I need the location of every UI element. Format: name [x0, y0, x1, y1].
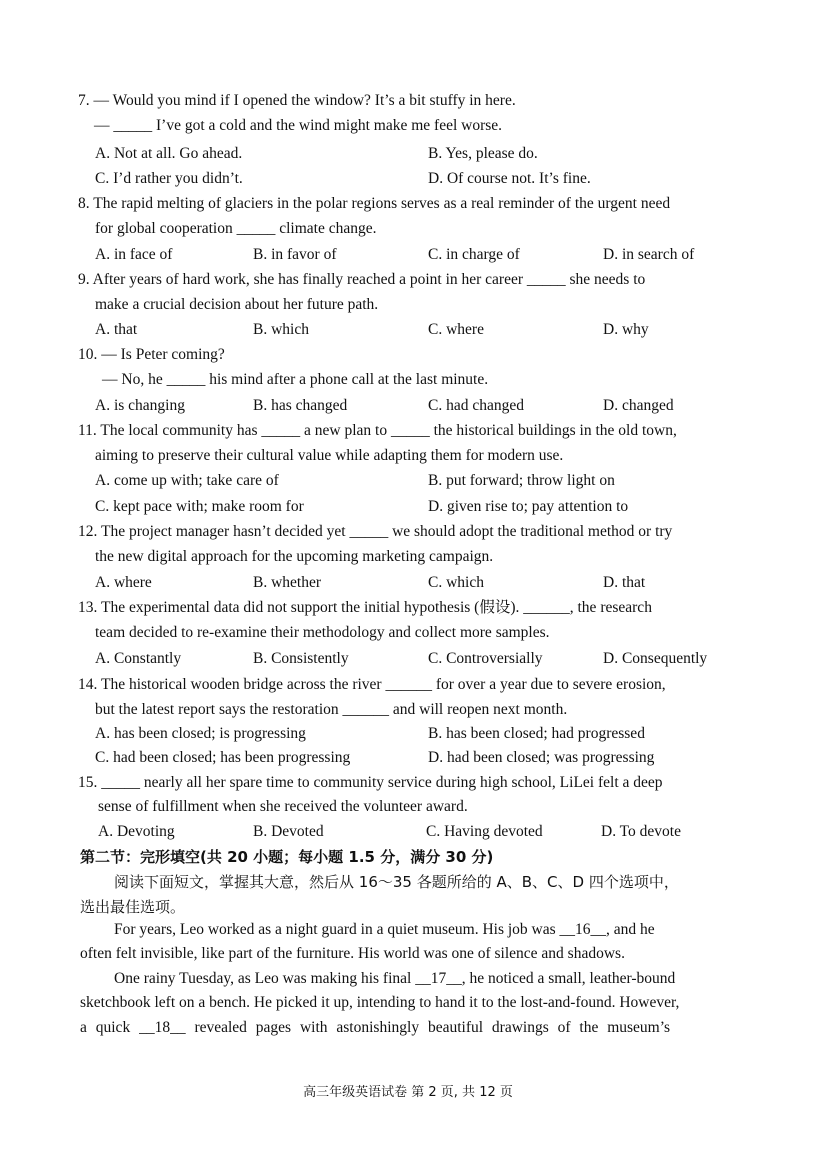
q9-option-a: A. that: [95, 321, 138, 338]
q12-stem-continued: the new digital approach for the upcoming marketing campaign.: [95, 548, 494, 565]
q10-option-c: C. had changed: [428, 397, 524, 414]
q8-stem: 8. The rapid melting of glaciers in the polar regions serves as a real reminder of the urgent need: [78, 195, 671, 212]
q14-stem-continued: but the latest report says the restoration ______ and will reopen next month.: [95, 701, 568, 718]
q8-option-c: C. in charge of: [428, 246, 520, 263]
q15-option-a: A. Devoting: [98, 823, 175, 840]
q11-stem: 11. The local community has _____ a new plan to _____ the historical buildings in the old town,: [78, 422, 677, 439]
q15-option-c: C. Having devoted: [426, 823, 543, 840]
q9-stem-continued: make a crucial decision about her future path.: [95, 296, 379, 313]
q12-option-a: A. where: [95, 574, 152, 591]
passage-line: sketchbook left on a bench. He picked it up, intending to hand it to the lost-and-found. However,: [80, 994, 680, 1011]
q8-option-a: A. in face of: [95, 246, 173, 263]
q7-option-d: D. Of course not. It’s fine.: [428, 170, 591, 187]
q15-option-b: B. Devoted: [253, 823, 324, 840]
q11-option-b: B. put forward; throw light on: [428, 472, 615, 489]
q13-option-d: D. Consequently: [603, 650, 708, 667]
passage-line: a quick __18__ revealed pages with astonishingly beautiful drawings of the museum’s: [80, 1019, 671, 1036]
q8-option-b: B. in favor of: [253, 246, 337, 263]
q7-stem-continued: — _____ I’ve got a cold and the wind might make me feel worse.: [94, 117, 503, 134]
q13-stem: 13. The experimental data did not support the initial hypothesis (假设). ______, the research: [78, 599, 652, 616]
q13-option-c: C. Controversially: [428, 650, 543, 667]
q14-option-c: C. had been closed; has been progressing: [95, 749, 351, 766]
q9-option-b: B. which: [253, 321, 309, 338]
passage-line: often felt invisible, like part of the furniture. His world was one of silence and shadows.: [80, 945, 625, 962]
q14-option-d: D. had been closed; was progressing: [428, 749, 655, 766]
q11-stem-continued: aiming to preserve their cultural value while adapting them for modern use.: [95, 447, 564, 464]
page-footer: 高三年级英语试卷 第 2 页, 共 12 页: [303, 1085, 513, 1100]
q10-stem: 10. — Is Peter coming?: [78, 346, 225, 363]
q7-stem: 7. — Would you mind if I opened the window? It’s a bit stuffy in here.: [78, 92, 516, 109]
q13-stem-continued: team decided to re-examine their methodology and collect more samples.: [95, 624, 550, 641]
q14-option-b: B. has been closed; had progressed: [428, 725, 645, 742]
q10-option-b: B. has changed: [253, 397, 348, 414]
q15-stem-continued: sense of fulfillment when she received the volunteer award.: [98, 798, 468, 815]
q7-option-b: B. Yes, please do.: [428, 145, 538, 162]
q8-stem-continued: for global cooperation _____ climate change.: [95, 220, 377, 237]
section-instruction: 阅读下面短文，掌握其大意，然后从 16～35 各题所给的 A、B、C、D 四个选项中，: [114, 873, 679, 891]
q11-option-d: D. given rise to; pay attention to: [428, 498, 629, 515]
q11-option-c: C. kept pace with; make room for: [95, 498, 304, 515]
section-heading: 第二节：完形填空(共 20 小题；每小题 1.5 分，满分 30 分): [80, 848, 494, 866]
q7-option-a: A. Not at all. Go ahead.: [95, 145, 243, 162]
q15-option-d: D. To devote: [601, 823, 681, 840]
q9-stem: 9. After years of hard work, she has finally reached a point in her career _____ she needs to: [78, 271, 646, 288]
q13-option-b: B. Consistently: [253, 650, 349, 667]
q15-stem: 15. _____ nearly all her spare time to community service during high school, LiLei felt a deep: [78, 774, 663, 791]
q12-option-d: D. that: [603, 574, 646, 591]
q7-option-c: C. I’d rather you didn’t.: [95, 170, 243, 187]
q12-option-c: C. which: [428, 574, 484, 591]
q10-option-d: D. changed: [603, 397, 674, 414]
q8-option-d: D. in search of: [603, 246, 695, 263]
q12-option-b: B. whether: [253, 574, 322, 591]
q10-option-a: A. is changing: [95, 397, 185, 414]
q14-stem: 14. The historical wooden bridge across the river ______ for over a year due to severe erosion,: [78, 676, 666, 693]
q9-option-c: C. where: [428, 321, 484, 338]
section-instruction-continued: 选出最佳选项。: [80, 898, 186, 916]
q14-option-a: A. has been closed; is progressing: [95, 725, 306, 742]
q10-stem-continued: — No, he _____ his mind after a phone call at the last minute.: [102, 371, 489, 388]
q9-option-d: D. why: [603, 321, 649, 338]
q12-stem: 12. The project manager hasn’t decided yet _____ we should adopt the traditional method or try: [78, 523, 673, 540]
passage-line: One rainy Tuesday, as Leo was making his final __17__, he noticed a small, leather-bound: [114, 970, 676, 987]
q11-option-a: A. come up with; take care of: [95, 472, 279, 489]
passage-line: For years, Leo worked as a night guard in a quiet museum. His job was __16__, and he: [114, 921, 655, 938]
q13-option-a: A. Constantly: [95, 650, 182, 667]
